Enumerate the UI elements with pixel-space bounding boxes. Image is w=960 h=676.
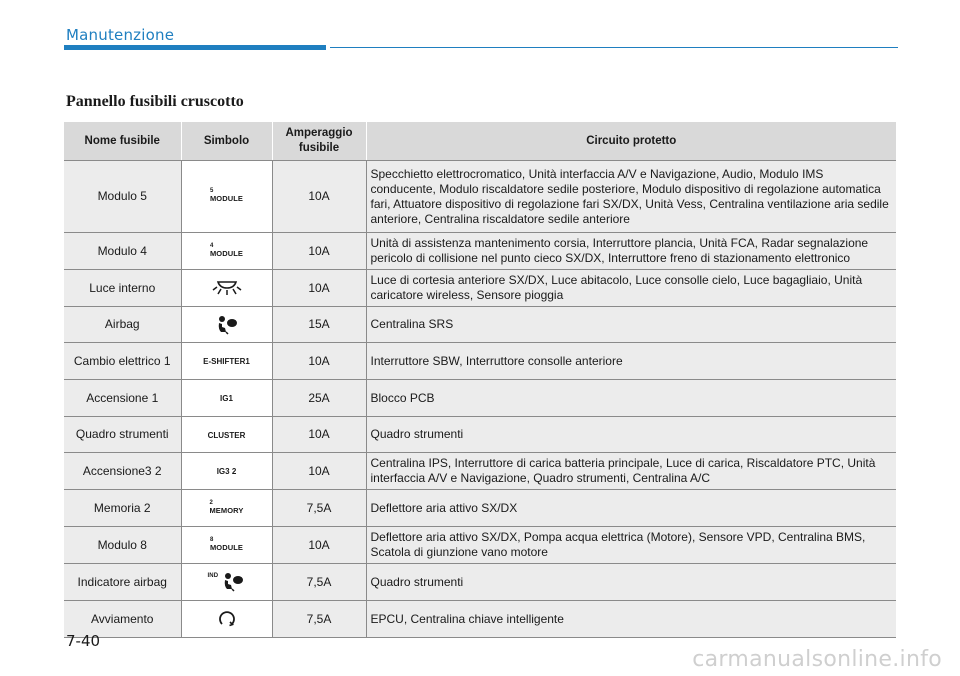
page-title: Pannello fusibili cruscotto — [66, 93, 244, 110]
table-row — [64, 161, 896, 233]
column-header-amperage: Amperaggio fusibile — [272, 122, 366, 161]
fuse-name: Accensione 1 — [64, 380, 181, 417]
table-row — [64, 564, 896, 601]
fuse-name: Luce interno — [64, 270, 181, 307]
fuse-circuit: Centralina IPS, Interruttore di carica batteria principale, Luce di carica, Riscaldatore PTC, Unità interfaccia A/V e Navigazione, Quadro strumenti, Centralina A/C — [366, 453, 896, 490]
fuse-symbol — [181, 270, 272, 307]
fuse-name: Avviamento — [64, 601, 181, 638]
fuse-symbol — [181, 343, 272, 380]
fuse-name: Cambio elettrico 1 — [64, 343, 181, 380]
table-row — [64, 307, 896, 343]
table-row — [64, 417, 896, 453]
fuse-amperage: 10A — [272, 417, 366, 453]
fuse-symbol — [181, 417, 272, 453]
fuse-circuit: Interruttore SBW, Interruttore consolle anteriore — [366, 343, 896, 380]
fuse-name: Accensione3 2 — [64, 453, 181, 490]
fuse-amperage: 15A — [272, 307, 366, 343]
fuse-amperage: 25A — [272, 380, 366, 417]
fuse-amperage: 7,5A — [272, 564, 366, 601]
fuse-symbol — [181, 601, 272, 638]
fuse-symbol — [181, 307, 272, 343]
fuse-name: Airbag — [64, 307, 181, 343]
page-number: 7-40 — [66, 632, 101, 650]
watermark: carmanualsonline.info — [692, 647, 942, 672]
fuse-circuit: Centralina SRS — [366, 307, 896, 343]
fuse-symbol — [181, 233, 272, 270]
airbag-indicator-icon — [221, 572, 245, 592]
fuse-symbol-label: IG1 — [220, 394, 233, 403]
airbag-indicator-label: IND — [207, 573, 219, 579]
fuse-circuit: Deflettore aria attivo SX/DX, Pompa acqua elettrica (Motore), Sensore VPD, Centralina BMS, Scatola di giunzione vano motore — [366, 527, 896, 564]
fuse-name: Modulo 4 — [64, 233, 181, 270]
fuse-symbol-label: CLUSTER — [207, 430, 246, 440]
fuse-symbol — [181, 380, 272, 417]
fuse-amperage: 10A — [272, 233, 366, 270]
table-row — [64, 527, 896, 564]
fuse-circuit: Deflettore aria attivo SX/DX — [366, 490, 896, 527]
table-row — [64, 343, 896, 380]
fuse-amperage: 10A — [272, 453, 366, 490]
interior-lamp-icon — [212, 279, 242, 297]
fuse-circuit: EPCU, Centralina chiave intelligente — [366, 601, 896, 638]
fuse-symbol — [181, 527, 272, 564]
header-rule-thin — [330, 47, 898, 48]
fuse-amperage: 10A — [272, 343, 366, 380]
table-row — [64, 490, 896, 527]
fuse-amperage: 10A — [272, 527, 366, 564]
fuse-name: Modulo 8 — [64, 527, 181, 564]
table-row — [64, 380, 896, 417]
fuse-symbol-label: 4 MODULE — [209, 242, 244, 258]
fuse-table — [64, 122, 896, 638]
airbag-icon — [215, 315, 239, 335]
fuse-circuit: Specchietto elettrocromatico, Unità interfaccia A/V e Navigazione, Audio, Modulo IMS conducente, Modulo riscaldatore sedile posteriore, Modulo dispositivo di regolazione automatica fari, Attuatore dispositivo di regolazione fari SX/DX, Unità Vess, Centralina ventilazione aria sedile anteriore, Centralina riscaldatore sedile anteriore — [366, 161, 896, 233]
fuse-name: Indicatore airbag — [64, 564, 181, 601]
fuse-circuit: Quadro strumenti — [366, 564, 896, 601]
fuse-name: Modulo 5 — [64, 161, 181, 233]
fuse-symbol-label: 5 MODULE — [209, 188, 244, 203]
fuse-amperage: 10A — [272, 270, 366, 307]
fuse-circuit: Luce di cortesia anteriore SX/DX, Luce abitacolo, Luce consolle cielo, Luce bagagliaio, Unità caricatore wireless, Sensore pioggia — [366, 270, 896, 307]
table-row — [64, 601, 896, 638]
column-header-circuit: Circuito protetto — [366, 122, 896, 161]
fuse-symbol — [181, 453, 272, 490]
fuse-circuit: Blocco PCB — [366, 380, 896, 417]
fuse-circuit: Quadro strumenti — [366, 417, 896, 453]
fuse-amperage: 7,5A — [272, 490, 366, 527]
fuse-symbol — [181, 490, 272, 527]
fuse-name: Quadro strumenti — [64, 417, 181, 453]
column-header-name: Nome fusibile — [64, 122, 181, 161]
fuse-amperage: 10A — [272, 161, 366, 233]
column-header-symbol: Simbolo — [181, 122, 272, 161]
table-row — [64, 453, 896, 490]
fuse-symbol — [181, 161, 272, 233]
fuse-name: Memoria 2 — [64, 490, 181, 527]
table-header-row — [64, 122, 896, 161]
fuse-symbol-label: 2 MEMORY — [209, 499, 244, 515]
start-icon — [217, 609, 237, 629]
table-row — [64, 233, 896, 270]
fuse-symbol-label: E-SHIFTER1 — [203, 357, 250, 366]
header-rule-thick — [64, 45, 326, 50]
fuse-symbol — [181, 564, 272, 601]
fuse-amperage: 7,5A — [272, 601, 366, 638]
section-header: Manutenzione — [66, 26, 175, 44]
table-row — [64, 270, 896, 307]
fuse-symbol-label: IG3 2 — [216, 467, 237, 476]
fuse-circuit: Unità di assistenza mantenimento corsia, Interruttore plancia, Unità FCA, Radar segnalazione pericolo di collisione nel punto cieco SX/DX, Interruttore freno di stazionamento elettronico — [366, 233, 896, 270]
fuse-symbol-label: 8 MODULE — [209, 536, 244, 552]
